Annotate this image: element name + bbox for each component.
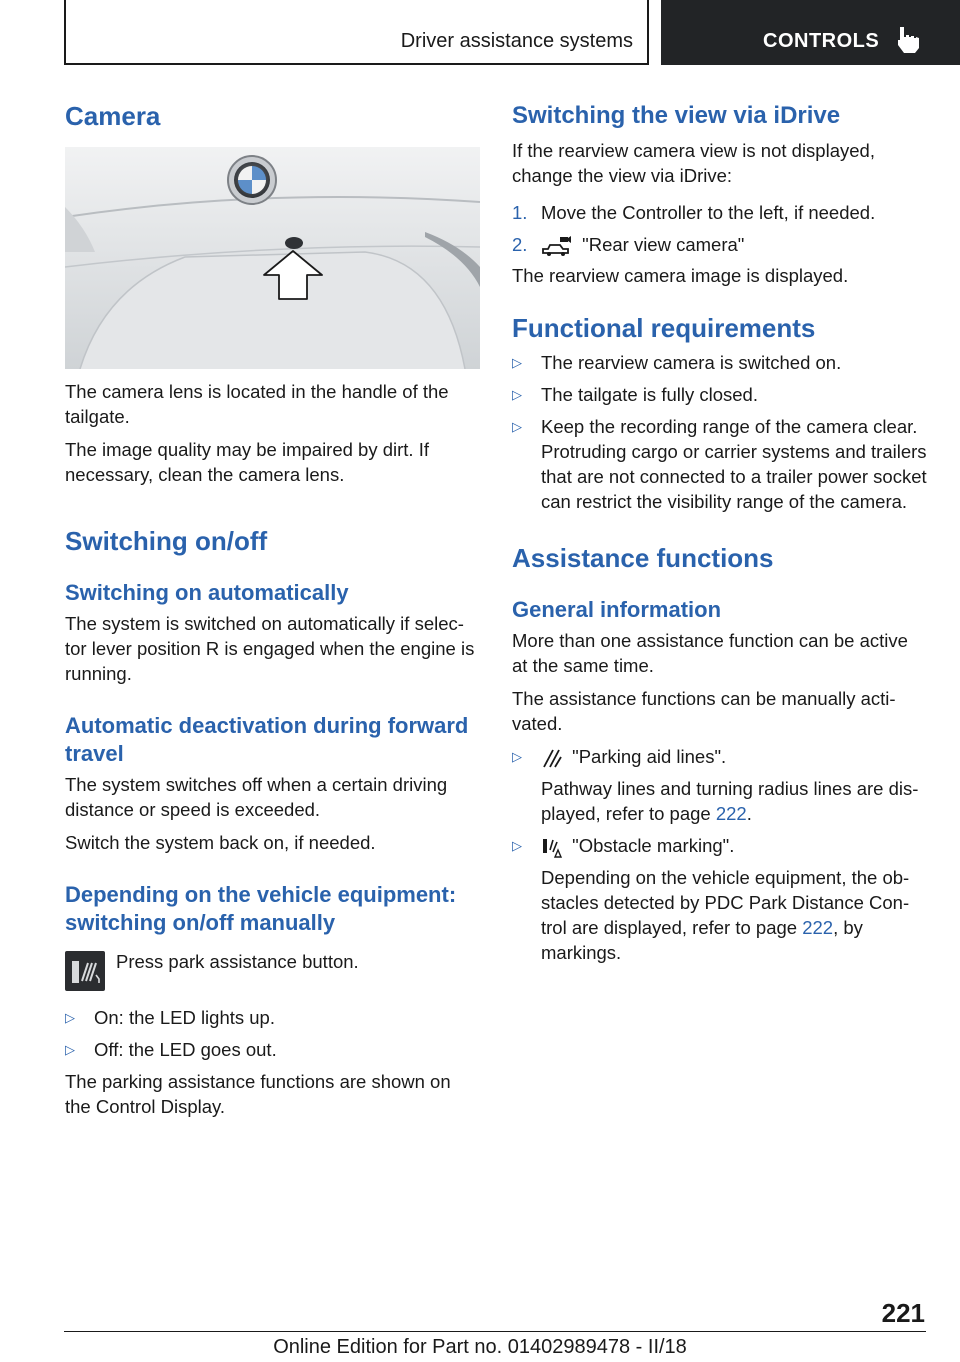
page-number: 221 [881,1298,925,1328]
auto-off-text: The system switches off when a certain driving distance or speed is exceeded. [65,774,448,820]
list-item: 1. Move the Controller to the left, if needed. [512,202,876,223]
camera-heading: Camera [65,101,161,131]
tailgate-illustration [65,147,480,369]
park-assist-icon [65,951,105,991]
auto-off-heading: Automatic deactivation during forward travel [65,713,469,766]
switching-heading: Switching on/off [65,526,268,556]
parking-aid-lines-icon [541,747,563,769]
general-information-heading: General information [512,597,722,623]
led-status-list [65,1005,481,1062]
camera-location-text: The camera lens is located in the handle of the tailgate. [65,381,449,427]
list-item: 2. "Rear view camera" [512,232,927,257]
section-tab [64,0,649,65]
idrive-heading: Switching the view via iDrive [512,102,841,129]
list-item: ▷ Keep the recording range of the camera clear. Protruding cargo or carrier systems and trailers that are not connected to a trailer power socket can restrict the visibility range of the camera. [512,416,927,513]
idrive-intro-text: If the rearview camera view is not displayed, change the view via iDrive: [512,140,875,186]
left-column [65,100,481,1119]
footer-divider [64,1331,926,1332]
edition-text: Online Edition for Part no. 01402989478 - II/18 [273,1336,687,1358]
manual-heading: Depending on the vehicle equipment: switching on/off manually [65,882,457,935]
idrive-steps [512,200,927,257]
control-display-text: The parking assistance functions are shown on the Control Display. [65,1071,451,1117]
auto-on-heading: Switching on automatically [65,580,349,605]
tailgate-camera-photo [65,147,480,369]
parking-aid-description: Pathway lines and turning radius lines are dis‐ played, refer to page 222. [541,778,919,825]
camera-dirt-text: The image quality may be impaired by dirt. If necessary, clean the camera lens. [65,439,429,485]
page-link-222[interactable]: 222 [715,803,747,825]
auto-on-text: The system is switched on automatically if selec‐ tor lever position R is engaged when the engine is running. [65,613,475,684]
chapter-tab [661,0,960,65]
list-item: ▷ On: the LED lights up. [65,1007,275,1028]
park-assist-button-text: Press park assistance button. [116,951,359,972]
list-item: ▷ "Parking aid lines". Pathway lines and turning radius lines are dis‐ played, refer to page 222. [512,744,927,826]
list-item: ▷ "Obstacle marking". Depending on the vehicle equipment, the ob‐ stacles detected by PDC Park Distance Con‐ trol are displayed, refer to page 222, by markings. [512,833,927,965]
list-item: ▷ The tailgate is fully closed. [512,384,758,406]
idrive-result-text: The rearview camera image is displayed. [512,265,849,287]
obstacle-marking-description: Depending on the vehicle equipment, the ob‐ stacles detected by PDC Park Distance Con‐ trol are displayed, refer to page 222, by markings. [541,867,910,964]
obstacle-marking-icon [541,836,563,858]
park-assist-button-icon [65,951,105,991]
page-header [0,0,960,66]
assistance-functions-list [512,744,927,965]
page-link-222[interactable]: 222 [802,917,834,939]
chapter-title: CONTROLS [763,30,880,52]
general-info-text-2: The assistance functions can be manually acti‐ vated. [512,688,896,735]
rear-view-camera-icon [541,235,571,257]
right-column [512,100,927,965]
functional-requirements-heading: Functional requirements [512,313,816,344]
assistance-functions-heading: Assistance functions [512,543,774,574]
list-item: ▷ Off: the LED goes out. [65,1039,277,1060]
general-info-text-1: More than one assistance function can be active at the same time. [512,630,908,677]
list-item: ▷ The rearview camera is switched on. [512,352,842,374]
switch-back-text: Switch the system back on, if needed. [65,832,376,853]
park-assist-button-row [65,951,481,991]
pointing-hand-icon [895,24,921,54]
functional-requirements-list [512,350,927,514]
section-title: Driver assistance systems [400,30,633,52]
